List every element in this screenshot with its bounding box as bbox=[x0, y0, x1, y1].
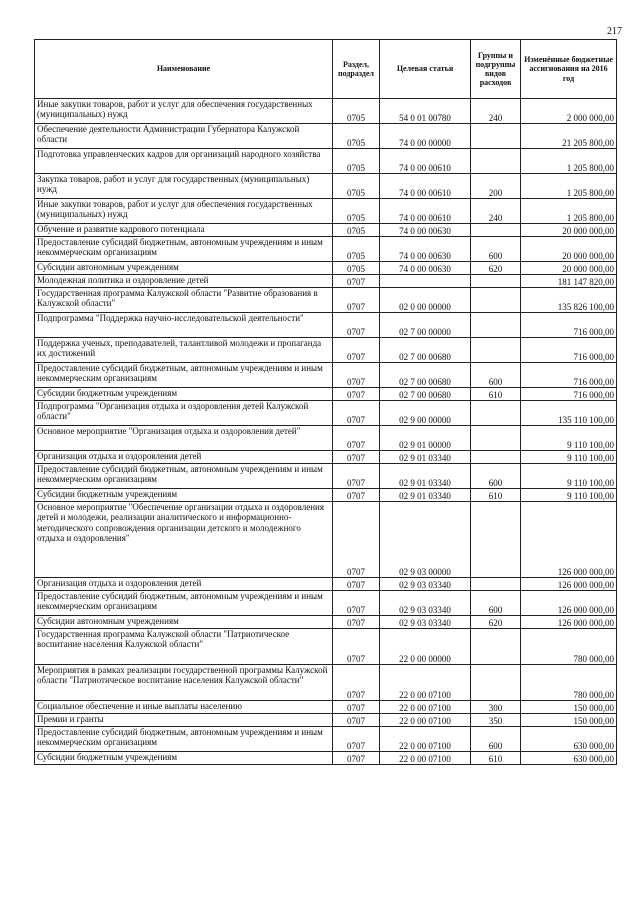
cell-target-item bbox=[380, 275, 471, 288]
table-row bbox=[35, 363, 617, 388]
cell-name: Субсидии бюджетным учреждениям bbox=[35, 489, 333, 502]
table-row bbox=[35, 714, 617, 727]
cell-amount: 20 000 000,00 bbox=[521, 224, 617, 237]
cell-razdel: 0707 bbox=[333, 288, 380, 313]
cell-amount: 1 205 800,00 bbox=[521, 149, 617, 174]
cell-target-item: 74 0 00 00610 bbox=[380, 149, 471, 174]
cell-target-item: 54 0 01 00780 bbox=[380, 99, 471, 124]
cell-expense-group: 620 bbox=[471, 262, 521, 275]
cell-expense-group bbox=[471, 451, 521, 464]
cell-razdel: 0705 bbox=[333, 99, 380, 124]
cell-razdel: 0707 bbox=[333, 665, 380, 701]
cell-amount: 9 110 100,00 bbox=[521, 451, 617, 464]
cell-amount: 181 147 820,00 bbox=[521, 275, 617, 288]
cell-razdel: 0705 bbox=[333, 224, 380, 237]
cell-name: Молодежная политика и оздоровление детей bbox=[35, 275, 333, 288]
cell-target-item: 02 9 01 03340 bbox=[380, 451, 471, 464]
cell-target-item: 74 0 00 00000 bbox=[380, 124, 471, 149]
cell-amount: 126 000 000,00 bbox=[521, 591, 617, 616]
cell-target-item: 02 7 00 00680 bbox=[380, 388, 471, 401]
cell-razdel: 0707 bbox=[333, 578, 380, 591]
page-number: 217 bbox=[607, 26, 622, 37]
cell-razdel: 0707 bbox=[333, 388, 380, 401]
cell-amount: 9 110 100,00 bbox=[521, 464, 617, 489]
cell-expense-group bbox=[471, 665, 521, 701]
cell-expense-group: 620 bbox=[471, 616, 521, 629]
cell-target-item: 02 9 01 03340 bbox=[380, 464, 471, 489]
cell-expense-group bbox=[471, 578, 521, 591]
table-row bbox=[35, 451, 617, 464]
cell-name: Иные закупки товаров, работ и услуг для обеспечения государственных (муниципальных) нужд bbox=[35, 99, 333, 124]
cell-expense-group: 350 bbox=[471, 714, 521, 727]
cell-razdel: 0707 bbox=[333, 426, 380, 451]
table-row bbox=[35, 701, 617, 714]
cell-razdel: 0705 bbox=[333, 149, 380, 174]
cell-name: Иные закупки товаров, работ и услуг для обеспечения государственных (муниципальных) нужд bbox=[35, 199, 333, 224]
table-row bbox=[35, 502, 617, 578]
cell-razdel: 0707 bbox=[333, 701, 380, 714]
cell-name: Основное мероприятие "Организация отдыха и оздоровления детей" bbox=[35, 426, 333, 451]
cell-amount: 9 110 100,00 bbox=[521, 489, 617, 502]
cell-amount: 630 000,00 bbox=[521, 752, 617, 765]
cell-expense-group: 600 bbox=[471, 727, 521, 752]
cell-target-item: 74 0 00 00630 bbox=[380, 237, 471, 262]
table-row bbox=[35, 262, 617, 275]
cell-target-item: 02 9 03 03340 bbox=[380, 578, 471, 591]
cell-target-item: 02 7 00 00000 bbox=[380, 313, 471, 338]
cell-expense-group: 600 bbox=[471, 464, 521, 489]
table-row bbox=[35, 275, 617, 288]
cell-target-item: 02 9 01 03340 bbox=[380, 489, 471, 502]
cell-name: Субсидии бюджетным учреждениям bbox=[35, 388, 333, 401]
cell-razdel: 0707 bbox=[333, 591, 380, 616]
cell-razdel: 0707 bbox=[333, 338, 380, 363]
cell-target-item: 02 7 00 00680 bbox=[380, 338, 471, 363]
table-row bbox=[35, 338, 617, 363]
cell-razdel: 0705 bbox=[333, 199, 380, 224]
cell-amount: 780 000,00 bbox=[521, 629, 617, 665]
cell-target-item: 02 7 00 00680 bbox=[380, 363, 471, 388]
cell-expense-group bbox=[471, 629, 521, 665]
cell-amount: 21 205 800,00 bbox=[521, 124, 617, 149]
cell-target-item: 74 0 00 00610 bbox=[380, 199, 471, 224]
cell-expense-group: 610 bbox=[471, 752, 521, 765]
cell-razdel: 0707 bbox=[333, 464, 380, 489]
cell-amount: 1 205 800,00 bbox=[521, 199, 617, 224]
cell-amount: 126 000 000,00 bbox=[521, 502, 617, 578]
cell-name: Организация отдыха и оздоровления детей bbox=[35, 451, 333, 464]
cell-expense-group bbox=[471, 149, 521, 174]
cell-target-item: 02 9 03 00000 bbox=[380, 502, 471, 578]
cell-amount: 630 000,00 bbox=[521, 727, 617, 752]
cell-name: Подпрограмма "Поддержка научно-исследовательской деятельности" bbox=[35, 313, 333, 338]
cell-name: Мероприятия в рамках реализации государственной программы Калужской области "Патриотическое воспитание населения Калужской области" bbox=[35, 665, 333, 701]
cell-target-item: 02 9 03 03340 bbox=[380, 616, 471, 629]
cell-target-item: 02 0 00 00000 bbox=[380, 288, 471, 313]
table-row bbox=[35, 665, 617, 701]
cell-amount: 716 000,00 bbox=[521, 363, 617, 388]
table-row bbox=[35, 489, 617, 502]
cell-razdel: 0707 bbox=[333, 752, 380, 765]
cell-name: Обеспечение деятельности Администрации Губернатора Калужской области bbox=[35, 124, 333, 149]
cell-expense-group: 600 bbox=[471, 237, 521, 262]
cell-razdel: 0707 bbox=[333, 714, 380, 727]
cell-amount: 126 000 000,00 bbox=[521, 616, 617, 629]
table-row bbox=[35, 124, 617, 149]
cell-amount: 150 000,00 bbox=[521, 714, 617, 727]
cell-expense-group: 610 bbox=[471, 388, 521, 401]
cell-amount: 135 826 100,00 bbox=[521, 288, 617, 313]
cell-expense-group: 240 bbox=[471, 99, 521, 124]
cell-expense-group bbox=[471, 124, 521, 149]
cell-target-item: 22 0 00 00000 bbox=[380, 629, 471, 665]
cell-amount: 126 000 000,00 bbox=[521, 578, 617, 591]
cell-razdel: 0707 bbox=[333, 727, 380, 752]
header-row bbox=[35, 40, 617, 99]
cell-target-item: 22 0 00 07100 bbox=[380, 665, 471, 701]
table-row bbox=[35, 752, 617, 765]
cell-razdel: 0705 bbox=[333, 174, 380, 199]
budget-table bbox=[34, 39, 617, 765]
cell-razdel: 0707 bbox=[333, 401, 380, 426]
table-row bbox=[35, 237, 617, 262]
cell-expense-group bbox=[471, 502, 521, 578]
cell-amount: 135 110 100,00 bbox=[521, 401, 617, 426]
header-amount: Изменённые бюджетные ассигнования на 2016 год bbox=[521, 40, 617, 99]
cell-expense-group bbox=[471, 426, 521, 451]
cell-razdel: 0707 bbox=[333, 275, 380, 288]
cell-amount: 9 110 100,00 bbox=[521, 426, 617, 451]
cell-name: Обучение и развитие кадрового потенциала bbox=[35, 224, 333, 237]
cell-amount: 1 205 800,00 bbox=[521, 174, 617, 199]
cell-expense-group: 610 bbox=[471, 489, 521, 502]
cell-razdel: 0707 bbox=[333, 489, 380, 502]
table-row bbox=[35, 401, 617, 426]
table-row bbox=[35, 288, 617, 313]
cell-target-item: 02 9 01 00000 bbox=[380, 426, 471, 451]
cell-name: Государственная программа Калужской области "Развитие образования в Калужской области" bbox=[35, 288, 333, 313]
cell-amount: 20 000 000,00 bbox=[521, 237, 617, 262]
table-row bbox=[35, 629, 617, 665]
table-row bbox=[35, 149, 617, 174]
cell-name: Закупка товаров, работ и услуг для государственных (муниципальных) нужд bbox=[35, 174, 333, 199]
header-expense-group: Группы и подгруппы видов расходов bbox=[471, 40, 521, 99]
cell-expense-group bbox=[471, 288, 521, 313]
table-row bbox=[35, 224, 617, 237]
cell-expense-group bbox=[471, 275, 521, 288]
cell-razdel: 0707 bbox=[333, 616, 380, 629]
header-name: Наименование bbox=[35, 40, 333, 99]
cell-expense-group: 200 bbox=[471, 174, 521, 199]
table-row bbox=[35, 727, 617, 752]
table-row bbox=[35, 388, 617, 401]
cell-expense-group bbox=[471, 401, 521, 426]
cell-target-item: 74 0 00 00630 bbox=[380, 224, 471, 237]
cell-expense-group: 240 bbox=[471, 199, 521, 224]
cell-name: Подготовка управленческих кадров для организаций народного хозяйства bbox=[35, 149, 333, 174]
cell-name: Предоставление субсидий бюджетным, автономным учреждениям и иным некоммерческим организациям bbox=[35, 591, 333, 616]
cell-name: Государственная программа Калужской области "Патриотическое воспитание населения Калужской области" bbox=[35, 629, 333, 665]
cell-name: Подпрограмма "Организация отдыха и оздоровления детей Калужской области" bbox=[35, 401, 333, 426]
table-row bbox=[35, 591, 617, 616]
cell-name: Субсидии автономным учреждениям bbox=[35, 616, 333, 629]
cell-razdel: 0707 bbox=[333, 502, 380, 578]
cell-target-item: 74 0 00 00630 bbox=[380, 262, 471, 275]
cell-amount: 2 000 000,00 bbox=[521, 99, 617, 124]
cell-razdel: 0705 bbox=[333, 124, 380, 149]
table-row bbox=[35, 174, 617, 199]
cell-name: Предоставление субсидий бюджетным, автономным учреждениям и иным некоммерческим организациям bbox=[35, 727, 333, 752]
cell-amount: 20 000 000,00 bbox=[521, 262, 617, 275]
header-target-item: Целевая статья bbox=[380, 40, 471, 99]
cell-razdel: 0707 bbox=[333, 451, 380, 464]
table-row bbox=[35, 313, 617, 338]
cell-name: Премии и гранты bbox=[35, 714, 333, 727]
cell-expense-group bbox=[471, 313, 521, 338]
cell-name: Организация отдыха и оздоровления детей bbox=[35, 578, 333, 591]
cell-amount: 150 000,00 bbox=[521, 701, 617, 714]
cell-name: Поддержка ученых, преподавателей, талантливой молодежи и пропаганда их достижений bbox=[35, 338, 333, 363]
cell-target-item: 22 0 00 07100 bbox=[380, 714, 471, 727]
table-row bbox=[35, 616, 617, 629]
cell-expense-group: 300 bbox=[471, 701, 521, 714]
cell-amount: 716 000,00 bbox=[521, 338, 617, 363]
cell-target-item: 74 0 00 00610 bbox=[380, 174, 471, 199]
cell-expense-group: 600 bbox=[471, 591, 521, 616]
header-razdel: Раздел, подраздел bbox=[333, 40, 380, 99]
cell-expense-group bbox=[471, 338, 521, 363]
cell-target-item: 22 0 00 07100 bbox=[380, 752, 471, 765]
table-row bbox=[35, 199, 617, 224]
cell-razdel: 0707 bbox=[333, 363, 380, 388]
cell-name: Социальное обеспечение и иные выплаты населению bbox=[35, 701, 333, 714]
table-row bbox=[35, 99, 617, 124]
cell-name: Основное мероприятие "Обеспечение организации отдыха и оздоровления детей и молодежи, реализации аналитического и информационно-методического сопровождения организации детского и молодежного отдыха и оздоровления" bbox=[35, 502, 333, 578]
cell-target-item: 02 9 03 03340 bbox=[380, 591, 471, 616]
cell-target-item: 02 9 00 00000 bbox=[380, 401, 471, 426]
cell-name: Субсидии автономным учреждениям bbox=[35, 262, 333, 275]
cell-name: Предоставление субсидий бюджетным, автономным учреждениям и иным некоммерческим организациям bbox=[35, 237, 333, 262]
cell-razdel: 0707 bbox=[333, 313, 380, 338]
cell-razdel: 0707 bbox=[333, 629, 380, 665]
cell-name: Предоставление субсидий бюджетным, автономным учреждениям и иным некоммерческим организациям bbox=[35, 464, 333, 489]
cell-target-item: 22 0 00 07100 bbox=[380, 701, 471, 714]
cell-target-item: 22 0 00 07100 bbox=[380, 727, 471, 752]
cell-expense-group: 600 bbox=[471, 363, 521, 388]
cell-expense-group bbox=[471, 224, 521, 237]
cell-razdel: 0705 bbox=[333, 237, 380, 262]
table-row bbox=[35, 578, 617, 591]
cell-amount: 780 000,00 bbox=[521, 665, 617, 701]
cell-razdel: 0705 bbox=[333, 262, 380, 275]
cell-amount: 716 000,00 bbox=[521, 388, 617, 401]
cell-name: Предоставление субсидий бюджетным, автономным учреждениям и иным некоммерческим организациям bbox=[35, 363, 333, 388]
cell-name: Субсидии бюджетным учреждениям bbox=[35, 752, 333, 765]
table-row bbox=[35, 426, 617, 451]
cell-amount: 716 000,00 bbox=[521, 313, 617, 338]
table-row bbox=[35, 464, 617, 489]
